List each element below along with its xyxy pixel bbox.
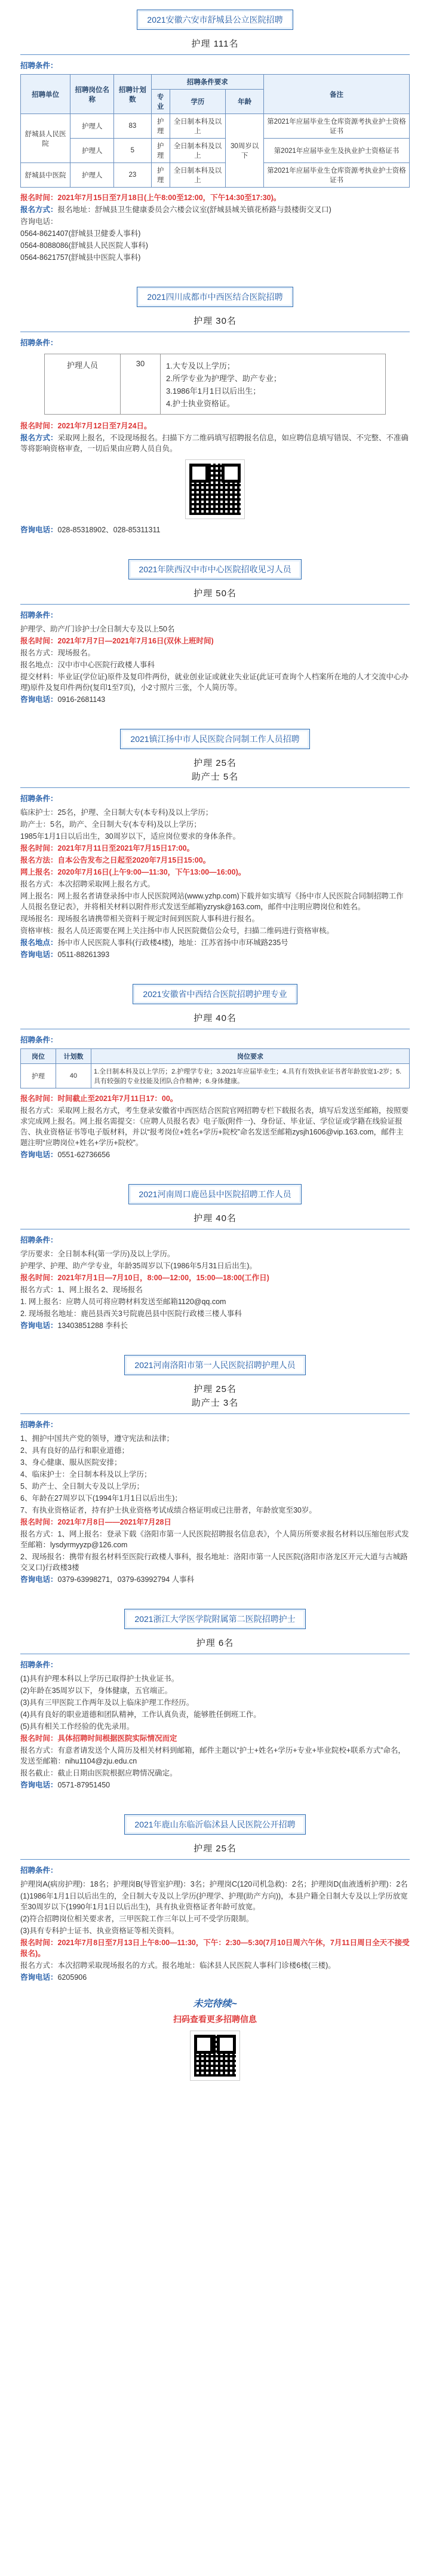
- text-line: 咨询电话：6205906: [20, 1973, 87, 1982]
- section-zheda: [20, 1599, 410, 1790]
- label-conditions: 招聘条件：: [20, 1421, 58, 1429]
- section-luyi: [20, 1174, 410, 1331]
- table-cell: 全日制本科及以上: [170, 163, 226, 188]
- section-count: 护理 40名: [194, 1013, 236, 1023]
- th-post: 岗位: [21, 1049, 56, 1064]
- text-line: 报名方式：有意者请发送个人简历及相关材料到邮箱，邮件主题以“护士+姓名+学历+专业+毕业院校+联系方式”命名，发送至邮箱：nihu1104@zju.edu.cn: [20, 1746, 406, 1765]
- section-title: 2021河南洛阳市第一人民医院招聘护理人员: [124, 1355, 305, 1375]
- text-line: 3、身心健康、服从医院安排；: [20, 1458, 122, 1467]
- table-cell: 护理人: [70, 114, 114, 139]
- table-cell: 40: [56, 1064, 91, 1088]
- section-title: 2021年鹿山东临沂临沭县人民医院公开招聘: [124, 1814, 305, 1835]
- table-cell: 护理: [151, 139, 170, 163]
- qr-code-icon: [186, 460, 244, 519]
- table-row: [21, 139, 410, 163]
- requirement-table: [44, 354, 386, 415]
- section-count: 护理 40名: [194, 1213, 236, 1223]
- text-line: 报名方式：现场报名。: [20, 649, 96, 657]
- recruit-table: [20, 74, 410, 188]
- text-line: 报名时间：2021年7月8日——2021年7月28日: [20, 1518, 171, 1526]
- th-plan: 计划数: [56, 1049, 91, 1064]
- more-info-link[interactable]: 扫码查看更多招聘信息: [173, 2014, 257, 2024]
- req-line: 3.1986年1月1日以后出生；: [166, 387, 261, 395]
- text-line: 报名时间：具体招聘时间根据医院实际情况而定: [20, 1734, 177, 1743]
- section-luoyang: [20, 1345, 410, 1585]
- table-cell: 舒城县中医院: [21, 163, 70, 188]
- section-title: 2021安徽六安市舒城县公立医院招聘: [137, 10, 293, 30]
- text-line: 护理学、助产/门诊护士/全日制大专及以上50名: [20, 625, 175, 633]
- text-line: 报名方式：采取网上报名方式，考生登录安徽省中西医结合医院官网招聘专栏下载报名表，填写后发送至邮箱，按照要求完成网上报名。网上报名需提交：《应聘人员报名表》电子版(附件一)、身份证、毕业证、学位证或学籍在线验证报告、执业资格证书等电子版材料，并以“报考岗位+姓名+学历+院校”命名发送至邮箱zysjh1606@vip.163.com，邮件主题注明“应聘岗位+姓名+学历+院校”。: [20, 1106, 409, 1147]
- text-line: 网上报名：网上报名者请登录扬中市人民医院网站(www.yzhp.com)下载并如实填写《扬中市人民医院合同制招聘工作人员报名登记表》，并将相关材料以附件形式发送至邮箱yzrysk@163.com，邮件中注明应聘岗位和姓名。: [20, 892, 404, 911]
- text-line: 护理岗A(病房护理)：18名；护理岗B(导管室护理)：3名；护理岗C(120司机急救)：2名；护理岗D(血液透析护理)：2名: [20, 1880, 408, 1888]
- text-line: 咨询电话：0571-87951450: [20, 1781, 110, 1789]
- text-line: 0564-8621407(舒城县卫健委人事科): [20, 229, 141, 238]
- table-cell: 第2021年应届毕业生及执业护士资格证书: [263, 139, 409, 163]
- th-unit: 招聘单位: [21, 75, 70, 114]
- text-line: 0564-8621757(舒城县中医院人事科): [20, 253, 141, 262]
- label-conditions: 招聘条件：: [20, 1236, 58, 1244]
- th-edu: 学历: [170, 90, 226, 114]
- th-major: 专业: [151, 90, 170, 114]
- table-cell: 第2021年应届毕业生仓库资源考执业护士资格证书: [263, 163, 409, 188]
- text-line: 提交材料：毕业证(学位证)原件及复印件两份，就业创业证或就业失业证(此证可查询个人档案所在地的人才交流中心办理)原件及复印件两份(复印1至7页)，小2寸照片三张，个人简历等。: [20, 673, 408, 692]
- section-title: 2021浙江大学医学院附属第二医院招聘护士: [124, 1609, 305, 1629]
- section-count: 护理 25名: [194, 758, 236, 768]
- section-count: 护理 6名: [196, 1638, 234, 1648]
- label-conditions: 招聘条件：: [20, 1866, 58, 1875]
- text-line: (2)年龄在35周岁以下，身体健康，五官端正。: [20, 1686, 173, 1695]
- text-line: 0564-8088086(舒城县人民医院人事科): [20, 241, 148, 250]
- table-cell: 全日制本科及以上: [170, 114, 226, 139]
- text-line: 助产士：5名，助产、全日制大专(本专科)及以上学历；: [20, 820, 201, 829]
- req-line: 1.大专及以上学历；: [166, 361, 235, 370]
- th-age: 年龄: [226, 90, 264, 114]
- section-count: 护理 50名: [194, 588, 236, 599]
- label-conditions: 招聘条件：: [20, 1036, 58, 1044]
- table-cell: 1.全日制本科及以上学历；2.护理学专业；3.2021年应届毕业生；4.具有有效执业证书者年龄放宽1-2岁；5.具有较强的专业技能及团队合作精神；6.身体健康。: [91, 1064, 410, 1088]
- text-line: 5、助产士、全日制大专及以上学历；: [20, 1482, 144, 1491]
- divider: [20, 1413, 410, 1414]
- th-req: 岗位要求: [91, 1049, 410, 1064]
- section-title: 2021年陕西汉中市中心医院招收见习人员: [128, 559, 301, 579]
- th-group: 招聘条件要求: [151, 75, 263, 90]
- table-cell: 护理: [21, 1064, 56, 1088]
- text-line: 现场报名：现场报名请携带相关资料于规定时间到医院人事科进行报名。: [20, 915, 260, 923]
- text-line: 报名时间：2021年7月12日至7月24日。: [20, 422, 152, 430]
- table-row: [21, 1064, 410, 1088]
- text-line: 咨询电话：0916-2681143: [20, 695, 106, 704]
- text-line: 4、临床护士：全日制本科及以上学历；: [20, 1470, 152, 1479]
- section-title: 2021四川成都市中西医结合医院招聘: [137, 287, 293, 307]
- req-line: 2.所学专业为护理学、助产专业；: [166, 374, 281, 383]
- text-line: 报名时间：时间截止至2021年7月11日17：00。: [20, 1094, 178, 1103]
- section-title: 2021镇江扬中市人民医院合同制工作人员招聘: [120, 729, 309, 749]
- text-line: 咨询电话：028-85318902、028-85311311: [20, 526, 161, 534]
- num-cell: 30: [121, 354, 161, 414]
- text-line: 报名方式：本次招聘采取网上报名方式。: [20, 880, 155, 888]
- text-line: 临床护士：25名，护理、全日制大专(本专科)及以上学历；: [20, 808, 213, 817]
- text-line: 报名截止：截止日期由医院根据应聘情况确定。: [20, 1769, 177, 1777]
- text-line: 咨询电话：: [20, 217, 58, 226]
- table-cell: 23: [114, 163, 151, 188]
- section-shucheng: [20, 0, 410, 263]
- label-conditions: 招聘条件：: [20, 611, 58, 620]
- text-line: (1)1986年1月1日以后出生的，全日制大专及以上学历(护理学、护理(助产方向))，本县户籍全日制大专及以上学历放宽至30周岁以下(1990年1月1日以后出生)，具有执业资格证者年龄可放宽。: [20, 1892, 408, 1911]
- text-line: 咨询电话：0551-62736656: [20, 1151, 110, 1159]
- th-note: 备注: [263, 75, 409, 114]
- section-hanzhong: [20, 550, 410, 705]
- table-cell: 护理人: [70, 163, 114, 188]
- text-line: 资格审核：报名人员还需要在网上关注扬中市人民医院微信公众号，扫描二维码进行资格审核。: [20, 927, 334, 935]
- section-yangzhong: [20, 719, 410, 960]
- text-line: 1985年1月1日以后出生，30周岁以下，适应岗位要求的身体条件。: [20, 832, 241, 841]
- label-conditions: 招聘条件：: [20, 339, 58, 347]
- post-table: [20, 1048, 410, 1088]
- table-cell: 第2021年应届毕业生仓库资源考执业护士资格证书: [263, 114, 409, 139]
- table-cell: 30周岁以下: [226, 114, 264, 188]
- text-line: (2)符合招聘岗位相关要求者，三甲医院工作三年以上可不受学历限制。: [20, 1915, 254, 1923]
- qr-code-icon: [191, 2031, 239, 2080]
- label-conditions: 招聘条件：: [20, 1661, 58, 1669]
- label-conditions: 招聘条件：: [20, 795, 58, 803]
- text-line: (3)具有三甲医院工作两年及以上临床护理工作经历。: [20, 1698, 194, 1707]
- text-line: (3)具有专科护士证书、执业资格证等相关资料。: [20, 1927, 179, 1935]
- section-title: 2021河南周口鹿邑县中医院招聘工作人员: [128, 1184, 301, 1204]
- text-line: 报名方式：1、网上报名 2、现场报名: [20, 1286, 143, 1294]
- divider: [20, 1859, 410, 1860]
- text-line: 报名时间：2021年7月8日至7月13日上午8:00—11:30，下午：2:30—5:30(7月10日周六午休，7月11日周日全天不接受报名)。: [20, 1939, 410, 1958]
- footer: [20, 1996, 410, 2080]
- section-chengdu: [20, 277, 410, 535]
- table-cell: 全日制本科及以上: [170, 139, 226, 163]
- section-count: 助产士 3名: [191, 1398, 239, 1408]
- th-plan: 招聘计划数: [114, 75, 151, 114]
- text-line: 6、年龄在27周岁以下(1994年1月1日以后出生)；: [20, 1494, 182, 1502]
- table-cell: 83: [114, 114, 151, 139]
- text-line: 报名方法：自本公告发布之日起至2020年7月15日15:00。: [20, 856, 211, 864]
- text-line: 学历要求：全日制本科(第一学历)及以上学历。: [20, 1250, 175, 1258]
- table-row: [21, 114, 410, 139]
- text-line: (4)具有良好的职业道德和团队精神，工作认真负责，能够胜任倒班工作。: [20, 1710, 261, 1719]
- section-anhui-zxy: [20, 974, 410, 1160]
- table-cell: 护理: [151, 163, 170, 188]
- text-line: 报名地点：扬中市人民医院人事科(行政楼4楼)，地址：江苏省扬中市环城路235号: [20, 939, 288, 947]
- text-line: 1、拥护中国共产党的领导，遵守宪法和法律；: [20, 1434, 174, 1443]
- divider: [20, 787, 410, 788]
- text-line: 报名方式：报名地址：舒城县卫生健康委员会六楼会议室(舒城县城关镇花桥路与鼓楼街交叉口): [20, 206, 331, 214]
- table-cell: 5: [114, 139, 151, 163]
- section-count: 助产士 5名: [191, 772, 239, 782]
- section-title: 2021安徽省中西结合医院招聘护理专业: [133, 984, 297, 1004]
- req-line: 4.护士执业资格证。: [166, 399, 235, 408]
- table-cell: 护理人: [70, 139, 114, 163]
- text-line: 报名时间：2021年7月15日至7月18日(上午8:00至12:00，下午14:30至17:30)。: [20, 194, 281, 202]
- text-line: 7、有执业资格证者，持有护士执业资格考试成绩合格证明或已注册者，年龄放宽至30岁。: [20, 1506, 317, 1514]
- text-line: (1)具有护理本科以上学历已取得护士执业证书。: [20, 1675, 179, 1683]
- th-post: 招聘岗位名称: [70, 75, 114, 114]
- text-line: 咨询电话：0379-63998271，0379-63992794 人事科: [20, 1575, 195, 1584]
- text-line: 咨询电话：0511-88261393: [20, 950, 110, 959]
- text-line: 网上报名：2020年7月16日(上午9:00—11:30，下午13:00—16:00)。: [20, 868, 246, 876]
- section-count: 护理 25名: [194, 1844, 236, 1854]
- table-cell: 舒城县人民医院: [21, 114, 70, 163]
- label-conditions: 招聘条件：: [20, 62, 58, 70]
- text-line: 报名地点：汉中市中心医院行政楼人事科: [20, 661, 155, 669]
- text-line: 报名方式：采取网上报名，不设现场报名。扫描下方二维码填写招聘报名信息，如应聘信息填写错误、不完整、不准确等将影响资格审查，一切后果由应聘人员自负。: [20, 434, 409, 453]
- to-be-continued: 未完待续~: [193, 1999, 237, 2009]
- text-line: 2、具有良好的品行和职业道德；: [20, 1446, 129, 1455]
- section-linshu: [20, 1805, 410, 1983]
- divider: [20, 54, 410, 55]
- text-line: 报名方式：本次招聘采取现场报名的方式。报名地址：临沭县人民医院人事科门诊楼6楼(三楼)。: [20, 1961, 336, 1970]
- table-row: [21, 163, 410, 188]
- table-cell: 护理: [151, 114, 170, 139]
- text-line: 1. 网上报名：应聘人员可将应聘材料发送至邮箱1120@qq.com: [20, 1298, 226, 1306]
- text-line: (5)具有相关工作经验的优先录用。: [20, 1722, 134, 1731]
- reqs-cell: [161, 354, 385, 414]
- section-count: 护理 111名: [191, 39, 239, 49]
- text-line: 报名时间：2021年7月7日—2021年7月16日(双休上班时间): [20, 637, 214, 645]
- divider: [20, 604, 410, 605]
- text-line: 报名方式：1、网上报名：登录下载《洛阳市第一人民医院招聘报名信息表》，个人简历所要求报名材料以压缩包形式发至邮箱：lysdyrmyyzp@126.com: [20, 1530, 409, 1549]
- section-count: 护理 30名: [194, 316, 236, 326]
- text-line: 报名时间：2021年7月11日至2021年7月15日17:00。: [20, 844, 195, 852]
- text-line: 报名时间：2021年7月1日—7月10日，8:00—12:00，15:00—18:00(工作日): [20, 1274, 269, 1282]
- text-line: 2. 现场报名地址：鹿邑县西关3号院鹿邑县中医院行政楼三楼人事科: [20, 1310, 242, 1318]
- text-line: 2、现场报名：携带有报名材料至医院行政楼人事科，报名地址：洛阳市第一人民医院(洛阳市洛龙区开元大道与古城路交叉口)行政楼3楼: [20, 1553, 408, 1572]
- text-line: 咨询电话：13403851288 李科长: [20, 1321, 128, 1330]
- text-line: 护理学、护理、助产学专业，年龄35周岁以下(1986年5月31日后出生)。: [20, 1262, 257, 1270]
- section-count: 护理 25名: [194, 1384, 236, 1394]
- role-cell: 护理人员: [45, 354, 121, 414]
